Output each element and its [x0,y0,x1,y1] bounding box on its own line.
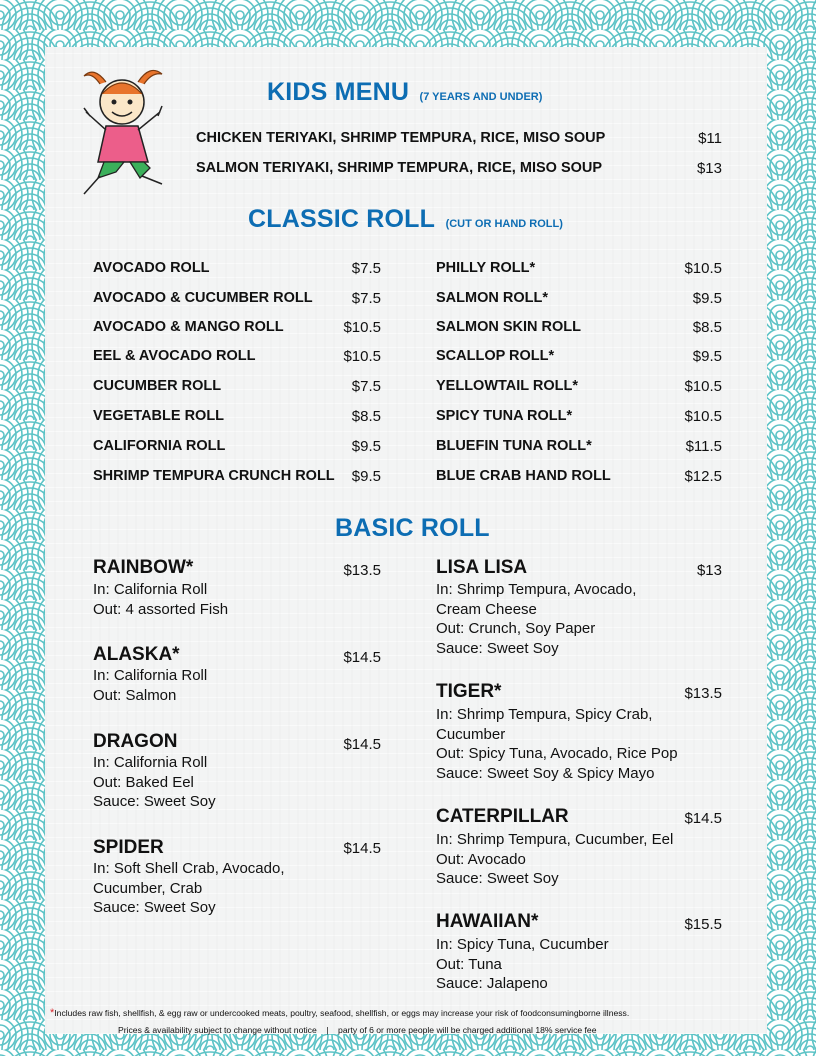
classic-item-name: VEGETABLE ROLL [93,408,225,424]
basic-item-desc: In: California Roll Out: Salmon [93,667,208,704]
basic-item-price: $13 [696,562,722,579]
kids-item-price: $11 [698,130,722,147]
classic-item-name: YELLOWTAIL ROLL* [436,378,579,394]
kids-menu-heading [267,78,542,107]
basic-item-name: RAINBOW* [93,557,194,578]
basic-item-desc: In: Shrimp Tempura, Spicy Crab, Cucumber Out: Spicy Tuna, Avocado, Rice Pop Sauce: Sweet Soy & Spicy Mayo [436,706,678,782]
classic-item-name: CALIFORNIA ROLL [93,438,226,454]
classic-item-name: SCALLOP ROLL* [436,348,555,364]
classic-item-price: $7.5 [351,260,381,277]
kids-menu-subtitle: (7 YEARS AND UNDER) [419,91,543,103]
footer-note: Prices & availability subject to change without notice | party of 6 or more people will be charged additional 18% service fee [118,1025,597,1035]
classic-item-price: $10.5 [343,319,381,336]
classic-roll-title: CLASSIC ROLL [248,205,436,233]
basic-item-desc: In: California Roll Out: 4 assorted Fish [93,581,229,618]
asterisk-mark: * [50,1007,55,1019]
classic-item-name: EEL & AVOCADO ROLL [93,348,256,364]
basic-item-price: $15.5 [684,916,722,933]
classic-item-name: AVOCADO ROLL [93,260,210,276]
classic-item-name: AVOCADO & MANGO ROLL [93,319,284,335]
classic-item-name: BLUE CRAB HAND ROLL [436,468,611,484]
classic-roll-heading [248,205,563,234]
basic-item-price: $13.5 [343,562,381,579]
classic-item-price: $8.5 [351,408,381,425]
classic-item-name: BLUEFIN TUNA ROLL* [436,438,592,454]
classic-item-name: SALMON ROLL* [436,290,548,306]
classic-item-price: $11.5 [685,438,722,455]
classic-item-price: $9.5 [351,468,381,485]
classic-item-price: $10.5 [684,408,722,425]
kids-menu-title: KIDS MENU [267,78,410,106]
basic-item-price: $14.5 [343,840,381,857]
classic-item-name: PHILLY ROLL* [436,260,536,276]
basic-item-name: LISA LISA [436,557,528,578]
basic-item-price: $13.5 [684,685,722,702]
kid-illustration [76,60,181,200]
basic-item-name: TIGER* [436,681,502,702]
kids-item-price: $13 [696,160,722,177]
classic-item-price: $9.5 [351,438,381,455]
basic-item-name: CATERPILLAR [436,806,569,827]
classic-item-price: $9.5 [692,290,722,307]
classic-roll-subtitle: (CUT OR HAND ROLL) [445,218,563,230]
basic-item-name: ALASKA* [93,644,180,665]
classic-item-price: $8.5 [692,319,722,336]
classic-item-price: $7.5 [351,378,381,395]
basic-item-price: $14.5 [684,810,722,827]
footer-disclaimer [50,1007,629,1019]
basic-item-desc: In: Shrimp Tempura, Cucumber, Eel Out: Avocado Sauce: Sweet Soy [436,831,674,888]
basic-item-name: HAWAIIAN* [436,911,539,932]
classic-item-price: $10.5 [684,378,722,395]
classic-item-price: $10.5 [343,348,381,365]
classic-item-name: SALMON SKIN ROLL [436,319,581,335]
basic-item-name: DRAGON [93,731,178,752]
basic-item-desc: In: Shrimp Tempura, Avocado, Cream Cheese Out: Crunch, Soy Paper Sauce: Sweet Soy [436,581,637,657]
classic-item-price: $10.5 [684,260,722,277]
classic-item-name: AVOCADO & CUCUMBER ROLL [93,290,313,306]
classic-item-price: $7.5 [351,290,381,307]
kids-item-name: SALMON TERIYAKI, SHRIMP TEMPURA, RICE, MISO SOUP [196,160,603,176]
classic-item-price: $9.5 [692,348,722,365]
classic-item-price: $12.5 [684,468,722,485]
basic-item-desc: In: California Roll Out: Baked Eel Sauce: Sweet Soy [93,754,216,811]
basic-item-price: $14.5 [343,649,381,666]
basic-roll-title: BASIC ROLL [335,514,490,542]
basic-item-desc: In: Soft Shell Crab, Avocado, Cucumber, Crab Sauce: Sweet Soy [93,860,285,917]
footer-disclaimer-text: Includes raw fish, shellfish, & egg raw or undercooked meats, poultry, seafood, shellfish, or eggs may increase your risk of foodconsumingborne illness. [54,1008,630,1018]
basic-item-name: SPIDER [93,837,164,858]
basic-item-price: $14.5 [343,736,381,753]
classic-item-name: SPICY TUNA ROLL* [436,408,573,424]
classic-item-name: CUCUMBER ROLL [93,378,222,394]
kids-item-name: CHICKEN TERIYAKI, SHRIMP TEMPURA, RICE, MISO SOUP [196,130,606,146]
classic-item-name: SHRIMP TEMPURA CRUNCH ROLL [93,468,335,484]
basic-item-desc: In: Spicy Tuna, Cucumber Out: Tuna Sauce: Jalapeno [436,936,609,993]
